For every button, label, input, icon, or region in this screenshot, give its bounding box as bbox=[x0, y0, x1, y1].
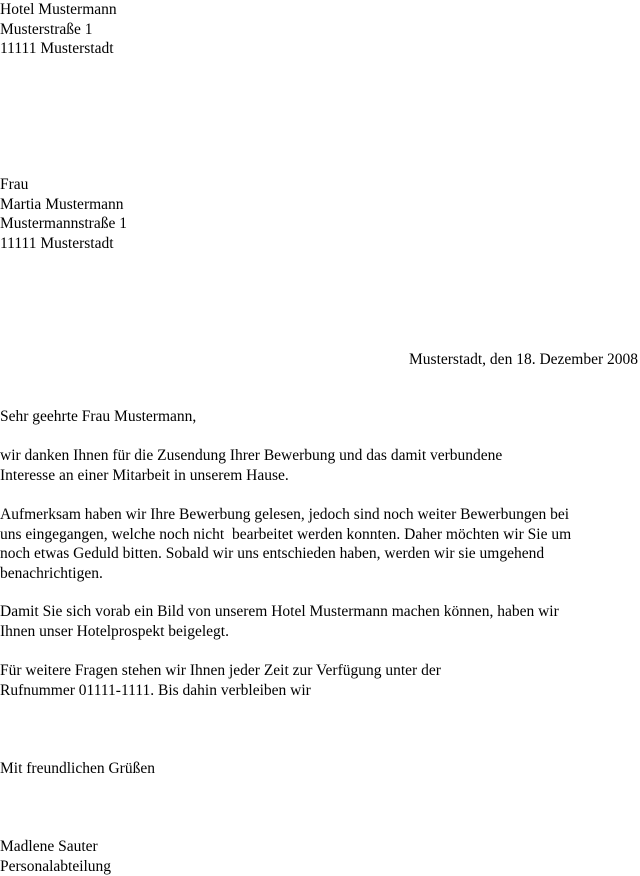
paragraph-line: Ihnen unser Hotelprospekt beigelegt. bbox=[0, 622, 229, 640]
paragraph-4 bbox=[0, 661, 640, 700]
paragraph-3 bbox=[0, 602, 640, 641]
recipient-city: 11111 Musterstadt bbox=[0, 234, 114, 252]
paragraph-2 bbox=[0, 505, 640, 583]
recipient-salutation: Frau bbox=[0, 176, 29, 193]
recipient-name: Martia Mustermann bbox=[0, 195, 124, 213]
closing: Mit freundlichen Grüßen bbox=[0, 760, 155, 777]
paragraph-line: Für weitere Fragen stehen wir Ihnen jeder Zeit zur Verfügung unter der bbox=[0, 662, 441, 679]
date-line: Musterstadt, den 18. Dezember 2008 bbox=[409, 351, 638, 368]
paragraph-line: benachrichtigen. bbox=[0, 564, 103, 582]
signature-block bbox=[0, 837, 640, 876]
sender-address bbox=[0, 0, 640, 59]
paragraph-1 bbox=[0, 446, 640, 485]
paragraph-line: wir danken Ihnen für die Zusendung Ihrer Bewerbung und das damit verbundene bbox=[0, 447, 503, 464]
paragraph-line: Aufmerksam haben wir Ihre Bewerbung gelesen, jedoch sind noch weiter Bewerbungen bei bbox=[0, 506, 570, 523]
signature-department: Personalabteilung bbox=[0, 857, 112, 875]
sender-city: 11111 Musterstadt bbox=[0, 40, 114, 57]
sender-name: Hotel Mustermann bbox=[0, 1, 117, 18]
paragraph-line: Interesse an einer Mitarbeit in unserem Hause. bbox=[0, 466, 289, 484]
recipient-address bbox=[0, 175, 640, 253]
signature-name: Madlene Sauter bbox=[0, 838, 98, 855]
paragraph-line: Rufnummer 01111-1111. Bis dahin verbleiben wir bbox=[0, 681, 311, 699]
sender-street: Musterstraße 1 bbox=[0, 20, 93, 38]
recipient-street: Mustermannstraße 1 bbox=[0, 215, 127, 232]
paragraph-line: Damit Sie sich vorab ein Bild von unserem Hotel Mustermann machen können, haben wir bbox=[0, 603, 559, 620]
greeting: Sehr geehrte Frau Mustermann, bbox=[0, 408, 197, 425]
paragraph-line: noch etwas Geduld bitten. Sobald wir uns entschieden haben, werden wir sie umgehend bbox=[0, 545, 545, 562]
paragraph-line: uns eingegangen, welche noch nicht bearbeitet werden konnten. Daher möchten wir Sie um bbox=[0, 525, 572, 543]
